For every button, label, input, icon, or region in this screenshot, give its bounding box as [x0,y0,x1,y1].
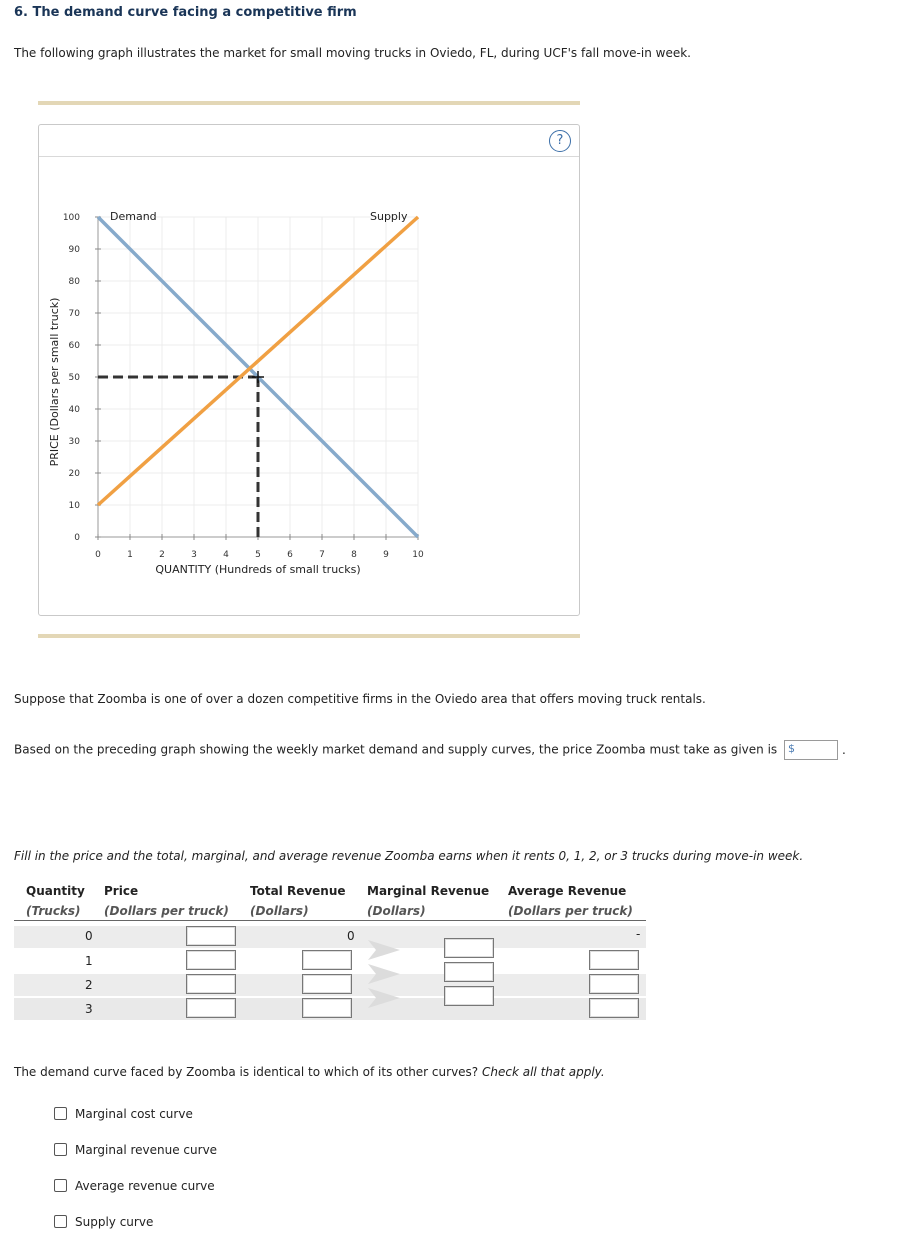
x-tick-label: 1 [127,550,133,560]
quantity-cell: 1 [85,954,93,968]
x-tick-label: 6 [287,550,293,560]
option-average-revenue-label: Average revenue curve [75,1179,215,1193]
x-tick-label: 2 [159,550,165,560]
y-tick-label: 40 [68,405,80,415]
price-taken-input[interactable] [784,740,838,760]
x-tick-label: 5 [255,550,261,560]
part3-prompt [14,1065,605,1079]
part1-context: Suppose that Zoomba is one of over a dozen competitive firms in the Oviedo area that offers moving truck rentals. [14,692,706,706]
y-axis-label: PRICE (Dollars per small truck) [48,297,61,467]
marginal-revenue-input-2[interactable] [444,962,494,982]
y-tick-label: 70 [68,309,80,319]
x-axis-label: QUANTITY (Hundreds of small trucks) [155,563,361,576]
total-revenue-input-q3[interactable] [302,998,352,1018]
y-tick-label: 0 [74,533,80,543]
part3-prompt-main: The demand curve faced by Zoomba is identical to which of its other curves? [14,1065,482,1079]
part1-prompt: Based on the preceding graph showing the weekly market demand and supply curves, the price Zoomba must take as given is [14,742,778,757]
average-revenue-input-q3[interactable] [589,998,639,1018]
y-tick-label: 20 [68,469,80,479]
header-marginal-revenue: Marginal Revenue [367,884,490,898]
x-tick-label: 4 [223,550,229,560]
part1-question [14,740,846,760]
header-total-revenue-unit: (Dollars) [250,904,309,918]
part3-prompt-instruction: Check all that apply. [482,1065,605,1079]
option-marginal-revenue-label: Marginal revenue curve [75,1143,218,1157]
header-quantity-unit: (Trucks) [26,904,81,918]
demand-curve-label: Demand [110,210,157,223]
checkbox-marginal-cost[interactable] [54,1107,67,1120]
header-quantity: Quantity [26,884,85,898]
header-total-revenue: Total Revenue [250,884,346,898]
chevron-right-icon [368,988,400,1008]
y-tick-label: 10 [68,501,80,511]
header-average-revenue: Average Revenue [508,884,627,898]
x-tick-label: 3 [191,550,197,560]
marginal-revenue-input-1[interactable] [444,938,494,958]
price-input-q0[interactable] [186,926,236,946]
supply-curve-label: Supply [370,210,408,223]
option-marginal-cost-label: Marginal cost curve [75,1107,193,1121]
checkbox-supply[interactable] [54,1215,67,1228]
marginal-revenue-input-3[interactable] [444,986,494,1006]
header-average-revenue-unit: (Dollars per truck) [508,904,633,918]
option-supply-label: Supply curve [75,1215,154,1229]
help-icon[interactable]: ? [549,130,571,152]
marginal-revenue-arrows [366,936,408,1016]
graph-bottom-bar [38,634,580,638]
question-title: 6. The demand curve facing a competitive firm [14,5,357,20]
y-tick-label: 80 [68,277,80,287]
part2-prompt: Fill in the price and the total, marginal, and average revenue Zoomba earns when it rents 0, 1, 2, or 3 trucks during move-in week. [14,849,804,863]
checkbox-average-revenue[interactable] [54,1179,67,1192]
header-price: Price [104,884,139,898]
header-marginal-revenue-unit: (Dollars) [367,904,426,918]
y-tick-label: 100 [62,213,80,223]
price-input-q2[interactable] [186,974,236,994]
price-input-q1[interactable] [186,950,236,970]
table-row-shade [14,926,646,948]
x-tick-label: 8 [351,550,357,560]
chevron-right-icon [368,940,400,960]
quantity-cell: 0 [85,929,93,943]
question-intro: The following graph illustrates the market for small moving trucks in Oviedo, FL, during UCF's fall move-in week. [14,46,691,60]
y-tick-label: 60 [68,341,80,351]
quantity-cell: 3 [85,1002,93,1016]
currency-symbol: $ [788,742,795,755]
quantity-cell: 2 [85,978,93,992]
sentence-end: . [842,742,846,757]
average-revenue-input-q1[interactable] [589,950,639,970]
average-revenue-input-q2[interactable] [589,974,639,994]
header-price-unit: (Dollars per truck) [104,904,229,918]
chevron-right-icon [368,964,400,984]
x-tick-label: 10 [412,550,424,560]
total-revenue-q0: 0 [347,929,355,943]
y-tick-label: 50 [68,373,80,383]
price-input-q3[interactable] [186,998,236,1018]
y-tick-label: 30 [68,437,80,447]
x-tick-label: 9 [383,550,389,560]
total-revenue-input-q1[interactable] [302,950,352,970]
checkbox-marginal-revenue[interactable] [54,1143,67,1156]
average-revenue-q0: - [636,927,641,941]
x-tick-label: 7 [319,550,325,560]
total-revenue-input-q2[interactable] [302,974,352,994]
x-tick-label: 0 [95,550,101,560]
y-tick-label: 90 [68,245,80,255]
